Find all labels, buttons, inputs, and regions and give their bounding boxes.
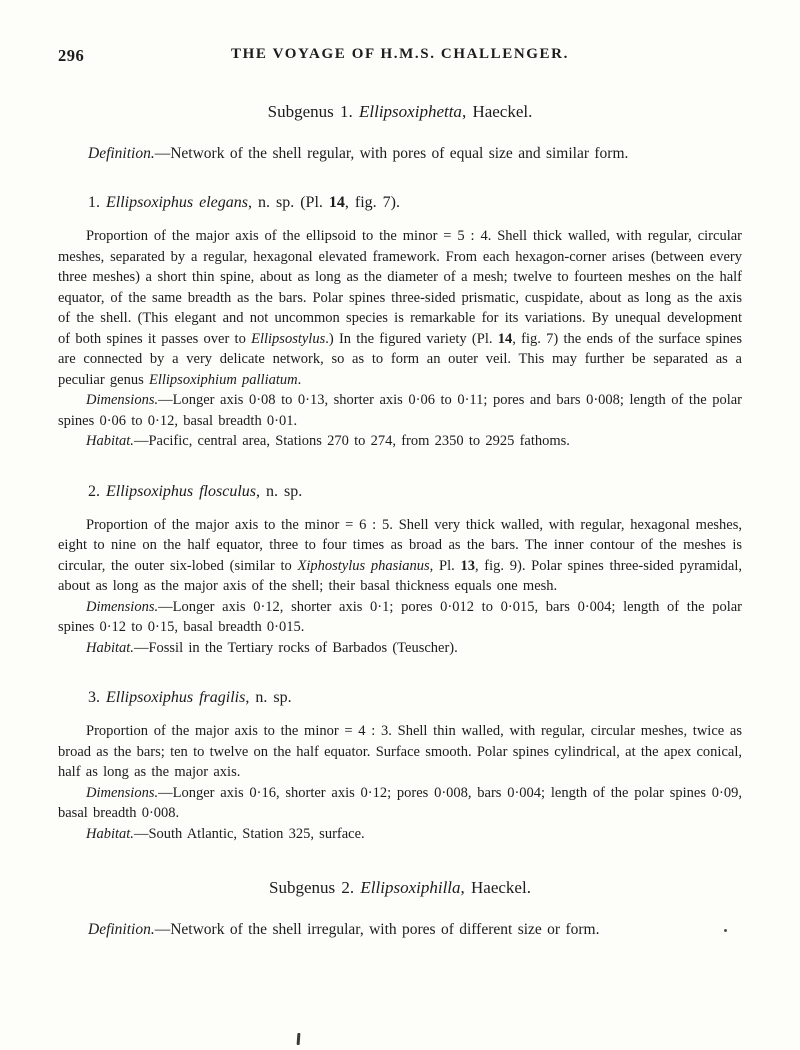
species-2-dimensions: Dimensions.—Longer axis 0·12, shorter axis 0·1; pores 0·012 to 0·015, bars 0·004; length of the polar spines 0·12 to 0·15, basal breadth 0·015. bbox=[58, 598, 742, 635]
species-1-dimensions: Dimensions.—Longer axis 0·08 to 0·13, shorter axis 0·06 to 0·11; pores and bars 0·008; length of the polar spines 0·06 to 0·12, basal breadth 0·01. bbox=[58, 392, 742, 429]
page-header bbox=[58, 46, 742, 68]
scan-artifact-dot bbox=[724, 929, 727, 932]
species-3-dimensions: Dimensions.—Longer axis 0·16, shorter axis 0·12; pores 0·008, bars 0·004; length of the polar spines 0·09, basal breadth 0·008. bbox=[58, 784, 742, 821]
species-1-heading: 1. Ellipsoxiphus elegans, n. sp. (Pl. 14, fig. 7). bbox=[88, 194, 400, 211]
subgenus-1-definition: Definition.—Network of the shell regular, with pores of equal size and similar form. bbox=[88, 145, 629, 162]
species-3-heading: 3. Ellipsoxiphus fragilis, n. sp. bbox=[88, 689, 292, 706]
species-1-description: Proportion of the major axis of the ellipsoid to the minor = 5 : 4. Shell thick walled, with regular, circular meshes, separated by a regular, hexagonal elevated framework. From each hexagon-corner arises (between every three meshes) a short thin spine, about as long as the diameter of a mesh; twelve to fourteen meshes on the half equator, of the same breadth as the bars. Polar spines three-sided prismatic, cuspidate, about as long as the axis of the shell. (This elegant and not uncommon species is remarkable for its variations. By unequal development of both spines it passes over to Ellipsostylus.) In the figured variety (Pl. 14, fig. 7) the ends of the surface spines are connected by a very delicate network, so as to form an outer veil. This may further be separated as a peculiar genus Ellipsoxiphium palliatum. bbox=[58, 228, 742, 388]
page-number: 296 bbox=[58, 46, 85, 65]
species-3-habitat: Habitat.—South Atlantic, Station 325, surface. bbox=[86, 825, 365, 842]
subgenus-2-definition: Definition.—Network of the shell irregular, with pores of different size or form. bbox=[88, 921, 600, 938]
species-2-habitat: Habitat.—Fossil in the Tertiary rocks of Barbados (Teuscher). bbox=[86, 639, 458, 656]
subgenus-1-heading: Subgenus 1. Ellipsoxiphetta, Haeckel. bbox=[267, 102, 533, 121]
species-1-habitat: Habitat.—Pacific, central area, Stations 270 to 274, from 2350 to 2925 fathoms. bbox=[86, 433, 570, 449]
running-title: THE VOYAGE OF H.M.S. CHALLENGER. bbox=[231, 46, 569, 62]
subgenus-2-heading: Subgenus 2. Ellipsoxiphilla, Haeckel. bbox=[269, 878, 531, 897]
species-2-description: Proportion of the major axis to the minor = 6 : 5. Shell very thick walled, with regular, hexagonal meshes, eight to nine on the half equator, three to four times as broad as the bars. The inner contour of the meshes is circular, the outer six-lobed (similar to Xiphostylus phasianus, Pl. 13, fig. 9). Polar spines three-sided pyramidal, about as long as the major axis of the shell; their basal thickness equals one mesh. bbox=[58, 516, 742, 594]
species-2-heading: 2. Ellipsoxiphus flosculus, n. sp. bbox=[88, 482, 303, 500]
species-3-description: Proportion of the major axis to the minor = 4 : 3. Shell thin walled, with regular, circular meshes, twice as broad as the bars; ten to twelve on the half equator. Surface smooth. Polar spines cylindrical, at the apex conical, half as long as the major axis. bbox=[58, 723, 742, 780]
scan-artifact-tick bbox=[297, 1033, 301, 1045]
